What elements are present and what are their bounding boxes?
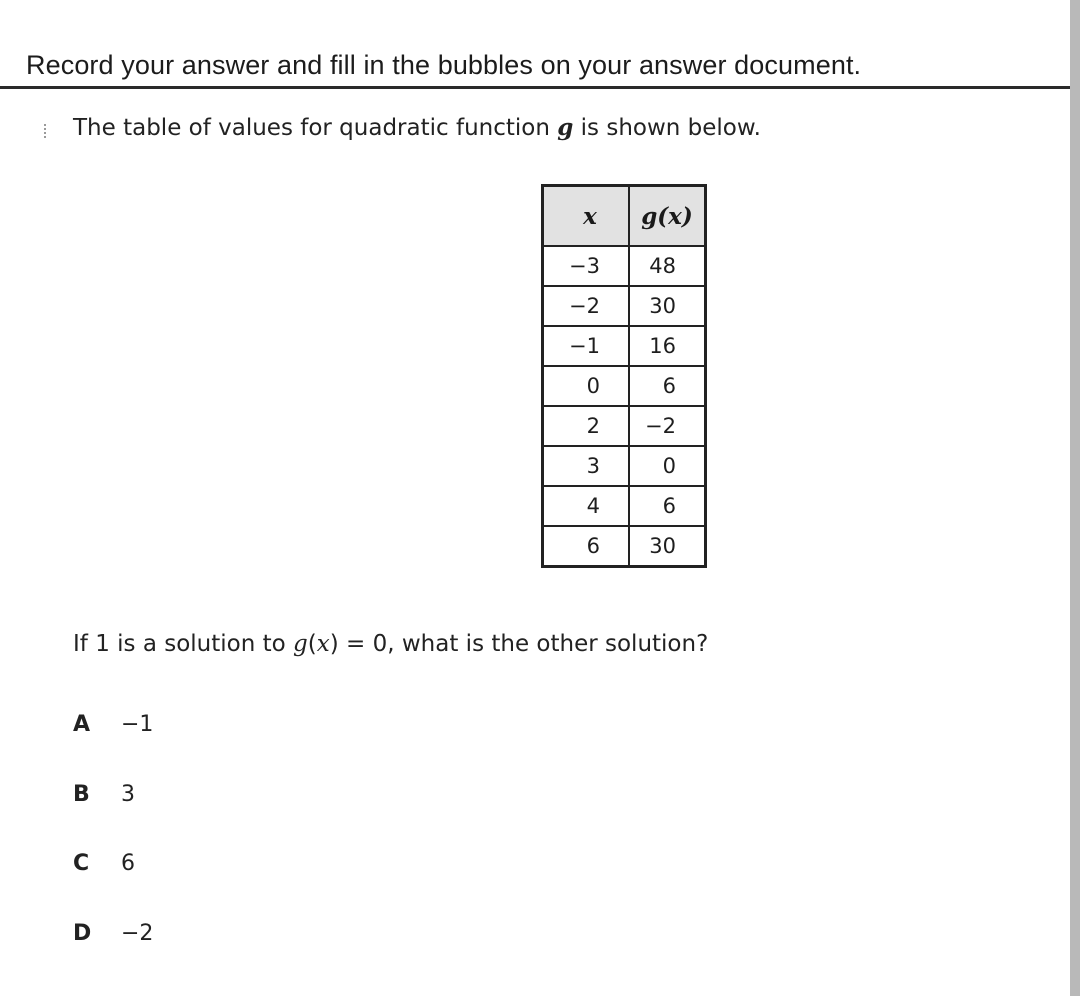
choice-letter: C — [73, 851, 90, 876]
table-row — [543, 366, 706, 406]
table-row — [543, 486, 706, 526]
question-open: ( — [307, 631, 317, 657]
table-header-row — [543, 186, 706, 247]
page-right-border — [1070, 0, 1080, 996]
choice-value: −1 — [121, 712, 154, 737]
cell-x: 2 — [543, 406, 630, 446]
header-x: x — [543, 186, 630, 247]
cell-x: 0 — [543, 366, 630, 406]
choice-a[interactable] — [73, 712, 153, 737]
cell-gx: 6 — [629, 486, 706, 526]
prompt-text — [73, 114, 761, 141]
instruction-text: Record your answer and fill in the bubbles on your answer document. — [26, 50, 862, 80]
question-func: g — [293, 631, 308, 657]
table-row — [543, 286, 706, 326]
cell-gx: −2 — [629, 406, 706, 446]
prompt-before: The table of values for quadratic function — [73, 115, 558, 141]
prompt-var: g — [557, 114, 574, 141]
cell-x: 4 — [543, 486, 630, 526]
choice-value: −2 — [121, 921, 154, 946]
table-row — [543, 526, 706, 567]
table-row — [543, 246, 706, 286]
choice-c[interactable] — [73, 851, 135, 876]
cell-gx: 30 — [629, 286, 706, 326]
question-text — [73, 631, 708, 657]
header-gx: g(x) — [629, 186, 706, 247]
cell-gx: 48 — [629, 246, 706, 286]
choice-letter: A — [73, 712, 91, 737]
cell-gx: 6 — [629, 366, 706, 406]
question-arg: x — [316, 631, 330, 657]
cell-x: −2 — [543, 286, 630, 326]
cell-x: 3 — [543, 446, 630, 486]
choice-value: 6 — [121, 851, 135, 876]
cell-gx: 16 — [629, 326, 706, 366]
header-divider — [0, 86, 1070, 89]
cell-gx: 0 — [629, 446, 706, 486]
choice-letter: D — [73, 921, 92, 946]
table-row — [543, 326, 706, 366]
question-close: ) — [329, 631, 339, 657]
choice-letter: B — [73, 782, 90, 807]
cell-x: 6 — [543, 526, 630, 567]
item-marker — [44, 124, 48, 138]
choice-b[interactable] — [73, 782, 135, 807]
table-row — [543, 446, 706, 486]
cell-x: −3 — [543, 246, 630, 286]
choice-value: 3 — [121, 782, 135, 807]
cell-x: −1 — [543, 326, 630, 366]
prompt-after: is shown below. — [573, 115, 761, 141]
question-before: If 1 is a solution to — [73, 631, 294, 657]
choice-d[interactable] — [73, 921, 153, 946]
values-table — [541, 184, 707, 568]
table-row — [543, 406, 706, 446]
question-after: = 0, what is the other solution? — [338, 631, 709, 657]
cell-gx: 30 — [629, 526, 706, 567]
